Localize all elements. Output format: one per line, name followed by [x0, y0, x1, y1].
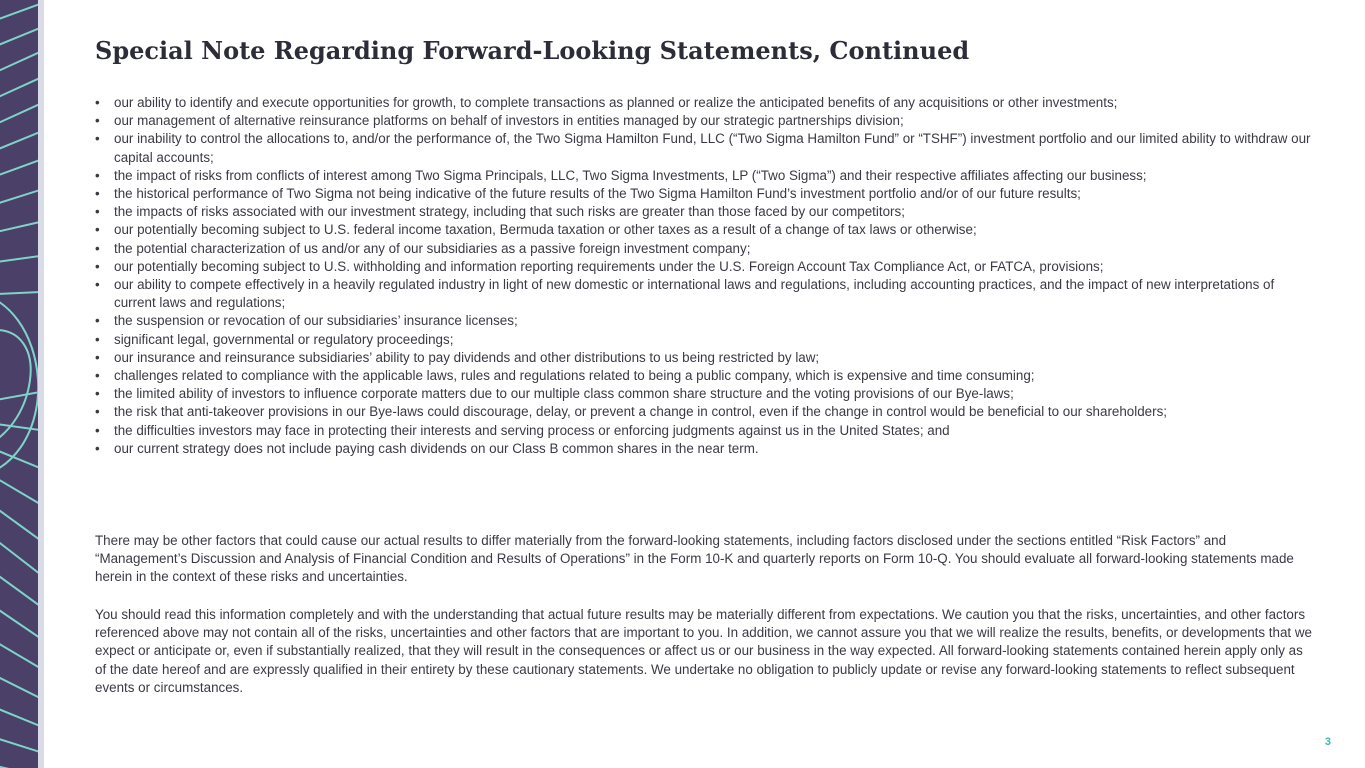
list-item: • our inability to control the allocations to, and/or the performance of, the Two Sigma Hamilton Fund, LLC (“Two Sigma Hamilton Fund” or “TSHF”) investment portfolio and our limited ability to withdraw our capital accounts; [95, 130, 1313, 166]
list-item: • the historical performance of Two Sigma not being indicative of the future results of the Two Sigma Hamilton Fund’s investment portfolio and/or of our future results; [95, 185, 1313, 203]
list-item: • our management of alternative reinsurance platforms on behalf of investors in entities managed by our strategic partnerships division; [95, 112, 1313, 130]
list-item: • the difficulties investors may face in protecting their interests and serving process or enforcing judgments against us in the United States; and [95, 422, 1313, 440]
side-band-edge [38, 0, 44, 768]
list-item: • the impact of risks from conflicts of interest among Two Sigma Principals, LLC, Two Sigma Investments, LP (“Two Sigma”) and their respective affiliates affecting our business; [95, 167, 1313, 185]
risk-factor-list [95, 94, 1313, 458]
list-item: • the limited ability of investors to influence corporate matters due to our multiple class common share structure and the voting provisions of our Bye-laws; [95, 385, 1313, 403]
caution-paragraph: You should read this information completely and with the understanding that actual future results may be materially different from expectations. We caution you that the risks, uncertainties, and other factors referenced above may not contain all of the risks, uncertainties and other factors that are important to you. In addition, we cannot assure you that we will realize the results, benefits, or developments that we expect or anticipate or, even if substantially realized, that they will result in the consequences or affect us or our business in the way expected. All forward-looking statements contained herein apply only as of the date hereof and are expressly qualified in their entirety by these cautionary statements. We undertake no obligation to publicly update or revise any forward-looking statements to reflect subsequent events or circumstances. [95, 607, 1312, 695]
list-item: • the suspension or revocation of our subsidiaries’ insurance licenses; [95, 312, 1313, 330]
list-item: • significant legal, governmental or regulatory proceedings; [95, 331, 1313, 349]
list-item: • challenges related to compliance with the applicable laws, rules and regulations related to being a public company, which is expensive and time consuming; [95, 367, 1313, 385]
list-item: • our current strategy does not include paying cash dividends on our Class B common shares in the near term. [95, 440, 1313, 458]
list-item: • the impacts of risks associated with our investment strategy, including that such risks are greater than those faced by our competitors; [95, 203, 1313, 221]
list-item: • the risk that anti-takeover provisions in our Bye-laws could discourage, delay, or prevent a change in control, even if the change in control would be beneficial to our shareholders; [95, 403, 1313, 421]
wave-lines-graphic [0, 0, 38, 768]
list-item: • our potentially becoming subject to U.S. withholding and information reporting requirements under the U.S. Foreign Account Tax Compliance Act, or FATCA, provisions; [95, 258, 1313, 276]
page-number: 3 [1324, 736, 1331, 748]
list-item: • our ability to identify and execute opportunities for growth, to complete transactions as planned or realize the anticipated benefits of any acquisitions or other investments; [95, 94, 1313, 112]
decorative-side-band [0, 0, 38, 768]
other-factors-paragraph: There may be other factors that could cause our actual results to differ materially from the forward-looking statements, including factors disclosed under the sections entitled “Risk Factors” and “Management’s Discussion and Analysis of Financial Condition and Results of Operations” in the Form 10-K and quarterly reports on Form 10-Q. You should evaluate all forward-looking statements made herein in the context of these risks and uncertainties. [95, 533, 1294, 585]
list-item: • our potentially becoming subject to U.S. federal income taxation, Bermuda taxation or other taxes as a result of a change of tax laws or otherwise; [95, 221, 1313, 239]
list-item: • our ability to compete effectively in a heavily regulated industry in light of new domestic or international laws and regulations, including accounting practices, and the impact of new interpretations of current laws and regulations; [95, 276, 1313, 312]
list-item: • the potential characterization of us and/or any of our subsidiaries as a passive foreign investment company; [95, 240, 1313, 258]
list-item: • our insurance and reinsurance subsidiaries’ ability to pay dividends and other distributions to us being restricted by law; [95, 349, 1313, 367]
page-title: Special Note Regarding Forward-Looking Statements, Continued [95, 36, 970, 65]
